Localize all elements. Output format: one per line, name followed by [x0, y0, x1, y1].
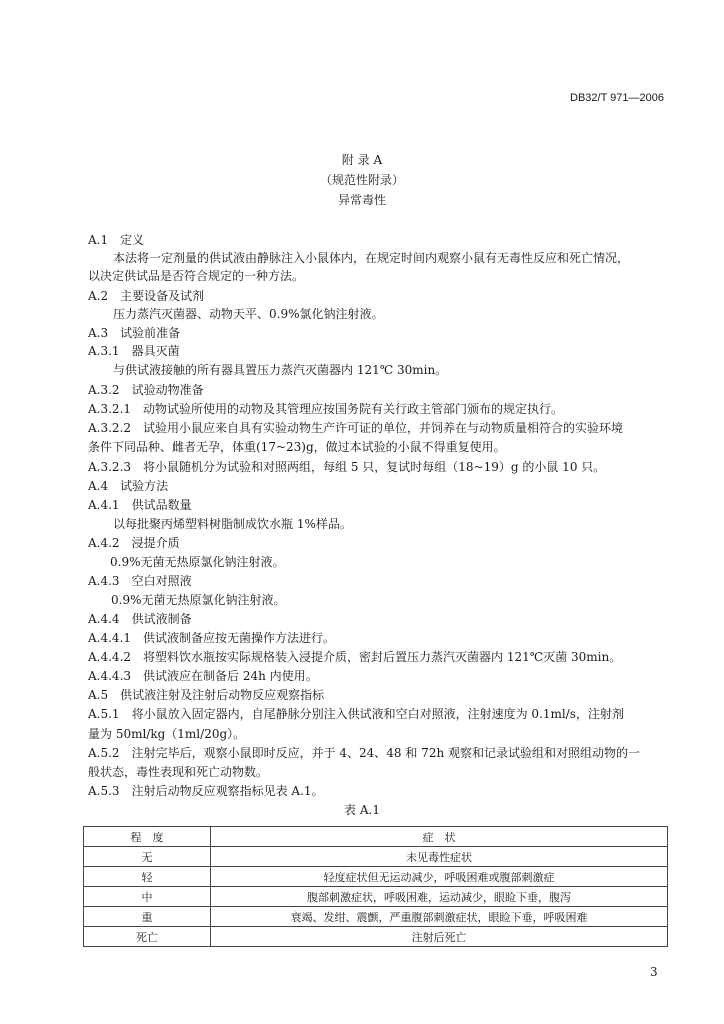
document-code: DB32/T 971—2006 [570, 92, 664, 104]
section-heading: A.2 主要设备及试剂 [88, 289, 205, 303]
degree-cell: 死亡 [84, 927, 211, 947]
table-row [84, 867, 668, 887]
section-heading: A.4.4 供试液制备 [88, 612, 192, 626]
paragraph: 般状态，毒性表现和死亡动物数。 [88, 765, 269, 779]
annex-type: （规范性附录） [319, 173, 404, 187]
table-caption: 表 A.1 [344, 803, 380, 817]
annex-name: 异常毒性 [337, 193, 386, 207]
paragraph: A.5.2 注射完毕后，观察小鼠即时反应，并于 4、24、48 和 72h 观察和记录试验组和对照组动物的一 [88, 746, 640, 760]
paragraph: 以决定供试品是否符合规定的一种方法。 [88, 269, 305, 283]
paragraph: A.3.2.1 动物试验所使用的动物及其管理应按国务院有关行政主管部门颁布的规定执行。 [88, 402, 564, 416]
degree-cell: 重 [84, 907, 211, 927]
symptom-cell: 腹部刺激症状，呼吸困难，运动减少，眼睑下垂，腹泻 [211, 887, 668, 907]
paragraph: 条件下同品种、雌者无孕，体重(17~23)g，做过本试验的小鼠不得重复使用。 [88, 440, 506, 454]
symptom-cell: 未见毒性症状 [211, 847, 668, 867]
paragraph: A.3.2.3 将小鼠随机分为试验和对照两组，每组 5 只，复试时每组（18~19）g 的小鼠 10 只。 [88, 460, 606, 474]
paragraph: 0.9%无菌无热原氯化钠注射液。 [110, 555, 285, 569]
paragraph: 本法将一定剂量的供试液由静脉注入小鼠体内，在规定时间内观察小鼠有无毒性反应和死亡情况， [113, 251, 630, 265]
table-row [84, 887, 668, 907]
table-row [84, 927, 668, 947]
section-heading: A.1 定义 [88, 233, 145, 247]
section-heading: A.4.3 空白对照液 [88, 574, 192, 588]
paragraph: 压力蒸汽灭菌器、动物天平、0.9%氯化钠注射液。 [113, 307, 384, 321]
section-heading: A.4.2 浸提介质 [88, 536, 180, 550]
table-row [84, 907, 668, 927]
section-heading: A.3.1 器具灭菌 [88, 344, 180, 358]
annex-title: 附 录 A [341, 153, 383, 167]
paragraph: A.3.2.2 试验用小鼠应来自具有实验动物生产许可证的单位，并饲养在与动物质量相符合的实验环境 [88, 421, 624, 435]
paragraph: 0.9%无菌无热原氯化钠注射液。 [111, 593, 286, 607]
paragraph: A.5.1 将小鼠放入固定器内，自尾静脉分别注入供试液和空白对照液，注射速度为 0.1ml/s，注射剂 [88, 707, 624, 721]
section-heading: A.3 试验前准备 [88, 326, 181, 340]
paragraph: 量为 50ml/kg（1ml/20g）。 [88, 727, 246, 741]
header-cell: 症 状 [211, 827, 668, 847]
table-row [84, 847, 668, 867]
section-heading: A.4.1 供试品数量 [88, 498, 192, 512]
degree-cell: 轻 [84, 867, 211, 887]
paragraph: 与供试液接触的所有器具置压力蒸汽灭菌器内 121℃ 30min。 [113, 363, 448, 377]
section-heading: A.5 供试液注射及注射后动物反应观察指标 [88, 688, 325, 702]
table-header-row [84, 827, 668, 847]
symptom-cell: 衰竭、发绀、震颤，严重腹部刺激症状，眼睑下垂，呼吸困难 [211, 907, 668, 927]
paragraph: 以每批聚丙烯塑料树脂制成饮水瓶 1%样品。 [113, 517, 352, 531]
paragraph: A.4.4.1 供试液制备应按无菌操作方法进行。 [88, 631, 336, 645]
header-cell: 程 度 [84, 827, 211, 847]
section-heading: A.3.2 试验动物准备 [88, 383, 204, 397]
symptom-cell: 轻度症状但无运动减少，呼吸困难或腹部刺激症 [211, 867, 668, 887]
degree-cell: 无 [84, 847, 211, 867]
page-number: 3 [650, 965, 658, 979]
toxicity-table [83, 826, 668, 947]
paragraph: A.4.4.3 供试液应在制备后 24h 内使用。 [88, 669, 318, 683]
paragraph: A.4.4.2 将塑料饮水瓶按实际规格装入浸提介质，密封后置压力蒸汽灭菌器内 121℃灭菌 30min。 [88, 650, 622, 664]
section-heading: A.4 试验方法 [88, 479, 169, 493]
paragraph: A.5.3 注射后动物反应观察指标见表 A.1。 [88, 784, 324, 798]
degree-cell: 中 [84, 887, 211, 907]
symptom-cell: 注射后死亡 [211, 927, 668, 947]
